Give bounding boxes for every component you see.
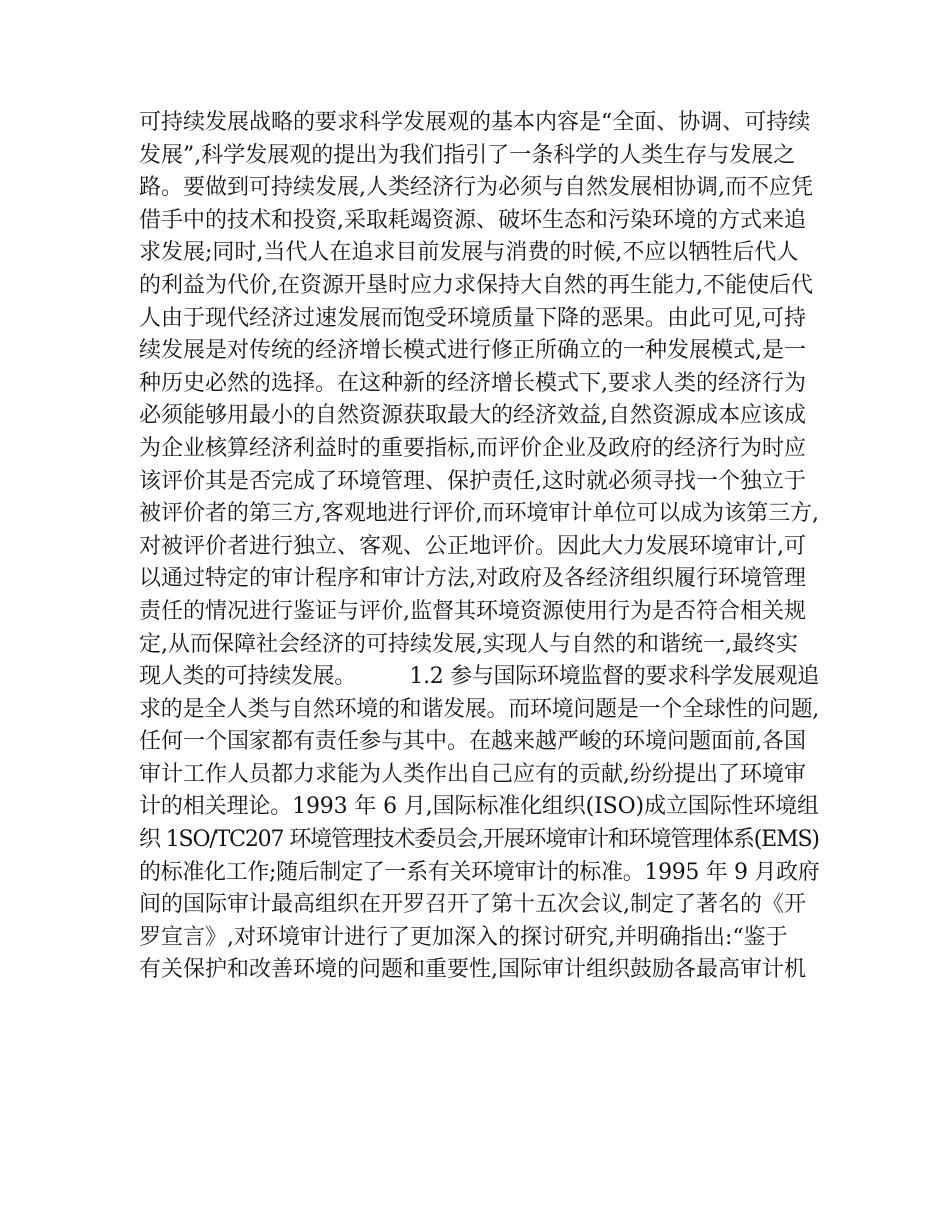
text-line: 的标准化工作;随后制定了一系有关环境审计的标准。1995 年 9 月政府 xyxy=(139,859,820,885)
text-line: 求的是全人类与自然环境的和谐发展。而环境问题是一个全球性的问题, xyxy=(139,696,819,722)
text-line: 任何一个国家都有责任参与其中。在越来越严峻的环境问题面前,各国 xyxy=(139,729,806,755)
text-line: 的利益为代价,在资源开垦时应力求保持大自然的再生能力,不能使后代 xyxy=(139,272,813,298)
text-line: 求发展;同时,当代人在追求目前发展与消费的时候,不应以牺牲后代人 xyxy=(139,240,799,266)
text-line: 发展”,科学发展观的提出为我们指引了一条科学的人类生存与发展之 xyxy=(139,142,796,168)
text-line: 计的相关理论。1993 年 6 月,国际标准化组织(ISO)成立国际性环境组 xyxy=(139,794,819,820)
text-line: 续发展是对传统的经济增长模式进行修正所确立的一种发展模式,是一 xyxy=(139,338,806,364)
text-line: 罗宣言》,对环境审计进行了更加深入的探讨研究,并明确指出:“鉴于 xyxy=(139,924,788,950)
text-line: 被评价者的第三方,客观地进行评价,而环境审计单位可以成为该第三方, xyxy=(139,501,819,527)
text-line: 定,从而保障社会经济的可持续发展,实现人与自然的和谐统一,最终实 xyxy=(139,631,798,657)
text-line: 责任的情况进行鉴证与评价,监督其环境资源使用行为是否符合相关规 xyxy=(139,598,806,624)
text-line: 必须能够用最小的自然资源获取最大的经济效益,自然资源成本应该成 xyxy=(139,403,806,429)
text-line: 为企业核算经济利益时的重要指标,而评价企业及政府的经济行为时应 xyxy=(139,435,806,461)
text-line: 以通过特定的审计程序和审计方法,对政府及各经济组织履行环境管理 xyxy=(139,566,806,592)
text-line: 借手中的技术和投资,采取耗竭资源、破坏生态和污染环境的方式来追 xyxy=(139,207,806,233)
body-paragraph xyxy=(139,107,819,987)
text-line: 路。要做到可持续发展,人类经济行为必须与自然发展相协调,而不应凭 xyxy=(139,175,813,201)
text-line: 种历史必然的选择。在这种新的经济增长模式下,要求人类的经济行为 xyxy=(139,370,806,396)
text-line: 该评价其是否完成了环境管理、保护责任,这时就必须寻找一个独立于 xyxy=(139,468,806,494)
text-line: 可持续发展战略的要求科学发展观的基本内容是“全面、协调、可持续 xyxy=(139,110,811,135)
text-line: 对被评价者进行独立、客观、公正地评价。因此大力发展环境审计,可 xyxy=(139,533,806,559)
text-line: 审计工作人员都力求能为人类作出自己应有的贡献,纷纷提出了环境审 xyxy=(139,761,806,787)
text-line: 织 1SO/TC207 环境管理技术委员会,开展环境审计和环境管理体系(EMS) xyxy=(139,827,819,853)
text-line: 有关保护和改善环境的问题和重要性,国际审计组织鼓励各最高审计机 xyxy=(139,957,806,983)
text-line: 人由于现代经济过速发展而饱受环境质量下降的恶果。由此可见,可持 xyxy=(139,305,806,331)
text-line: 现人类的可持续发展。 1.2 参与国际环境监督的要求科学发展观追 xyxy=(139,664,819,690)
text-line: 间的国际审计最高组织在开罗召开了第十五次会议,制定了著名的《开 xyxy=(139,892,806,918)
